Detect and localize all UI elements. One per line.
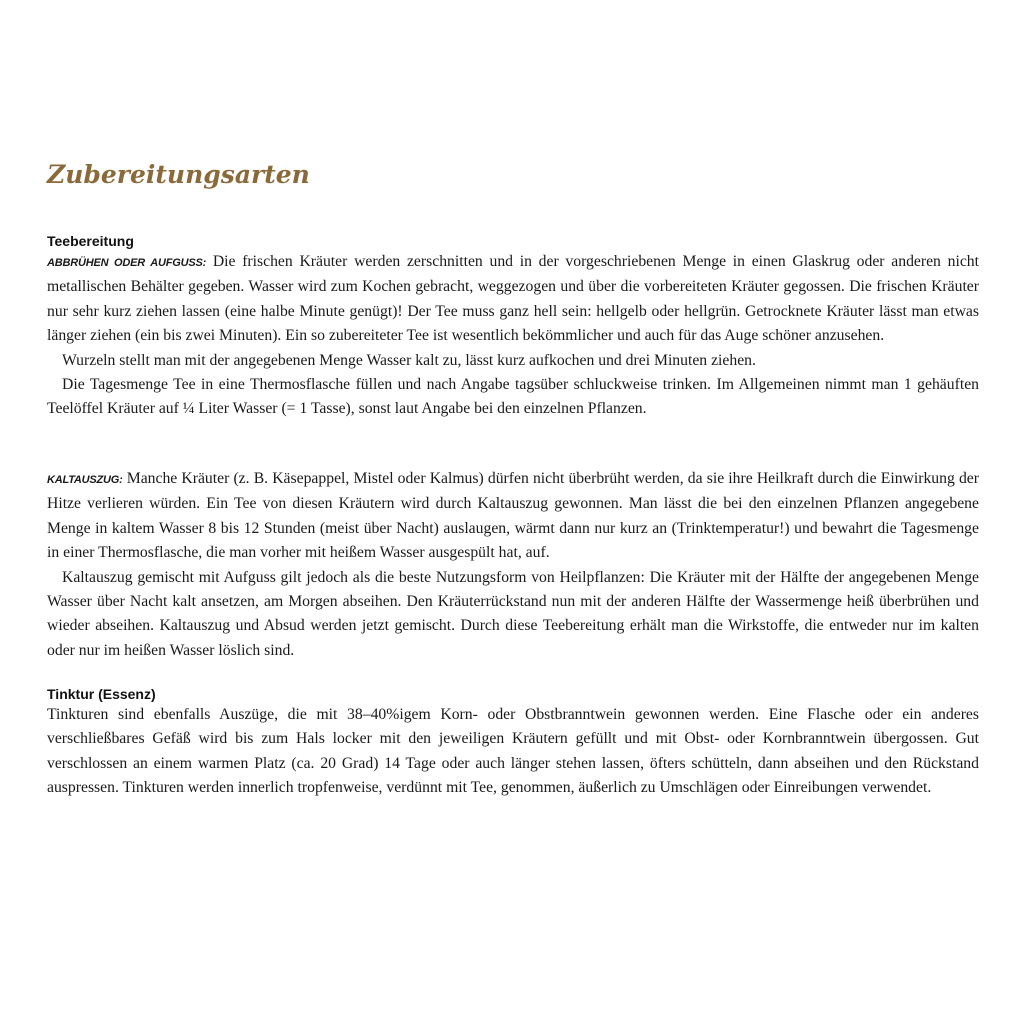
cold-lead: KALTAUSZUG: bbox=[47, 474, 123, 486]
cold-extract-section bbox=[47, 467, 979, 663]
tea-paragraph-1-text: Die frischen Kräuter werden zerschnitten und in der vorgeschriebenen Menge in einen Glaskrug oder anderen nicht metallischen Behälter gegeben. Wasser wird zum Kochen gebracht, weggezogen und über die vorbereiteten Kräuter gegossen. Die frischen Kräuter nur sehr kurz ziehen lassen (eine halbe Minute genügt)! Der Tee muss ganz hell sein: hellgelb oder hellgrün. Getrocknete Kräuter lässt man etwas länger ziehen (ein bis zwei Minuten). Ein so zubereiteter Tee ist wesentlich bekömmlicher und auch für das Auge schöner anzusehen. bbox=[47, 253, 979, 345]
tea-section bbox=[47, 232, 979, 422]
tea-paragraph-2: Wurzeln stellt man mit der angegebenen Menge Wasser kalt zu, lässt kurz aufkochen und drei Minuten ziehen. bbox=[62, 351, 756, 369]
tincture-heading: Tinktur (Essenz) bbox=[47, 686, 156, 702]
cold-paragraph-1 bbox=[47, 467, 979, 566]
tincture-paragraph-1: Tinkturen sind ebenfalls Auszüge, die mit 38–40%igem Korn- oder Obstbranntwein gewonnen werden. Eine Flasche oder ein anderes verschließbares Gefäß wird bis zum Hals locker mit den jeweiligen Kräutern gefüllt und mit Obst- oder Kornbranntwein übergossen. Gut verschlossen an einem warmen Platz (ca. 20 Grad) 14 Tage oder auch länger stehen lassen, öfters schütteln, dann abseihen und den Rückstand auspressen. Tinkturen werden innerlich tropfenweise, verdünnt mit Tee, genommen, äußerlich zu Umschlägen oder Einreibungen verwendet. bbox=[47, 706, 979, 797]
tincture-section bbox=[47, 685, 979, 801]
cold-paragraph-1-text: Manche Kräuter (z. B. Käsepappel, Mistel oder Kalmus) dürfen nicht überbrüht werden, da sie ihre Heilkraft durch die Einwirkung der Hitze verlieren würden. Ein Tee von diesen Kräutern wird durch Kaltauszug gewonnen. Man lässt die bei den einzelnen Pflanzen angegebene Menge in kaltem Wasser 8 bis 12 Stunden (meist über Nacht) auslaugen, wärmt dann nur kurz an (Trinktemperatur!) und bewahrt die Tagesmenge in einer Thermosflasche, die man vorher mit heißem Wasser ausgespült hat, auf. bbox=[47, 470, 979, 562]
tea-paragraph-1 bbox=[47, 250, 979, 349]
cold-paragraph-2: Kaltauszug gemischt mit Aufguss gilt jedoch als die beste Nutzungsform von Heilpflanzen: Die Kräuter mit der Hälfte der angegebenen Menge Wasser über Nacht kalt ansetzen, am Morgen abseihen. Den Kräuterrückstand nun mit der anderen Hälfte der Wassermenge heiß überbrühen und wieder abseihen. Kaltauszug und Absud werden jetzt gemischt. Durch diese Teebereitung erhält man die Wirkstoffe, die entweder nur im kalten oder nur im heißen Wasser löslich sind. bbox=[47, 568, 979, 659]
page-title: Zubereitungsarten bbox=[47, 160, 310, 189]
tea-heading: Teebereitung bbox=[47, 233, 134, 249]
tea-lead: ABBRÜHEN ODER AUFGUSS: bbox=[47, 257, 207, 269]
tea-paragraph-3: Die Tagesmenge Tee in eine Thermosflasche füllen und nach Angabe tagsüber schluckweise trinken. Im Allgemeinen nimmt man 1 gehäuften Teelöffel Kräuter auf ¼ Liter Wasser (= 1 Tasse), sonst laut Angabe bei den einzelnen Pflanzen. bbox=[47, 376, 979, 418]
